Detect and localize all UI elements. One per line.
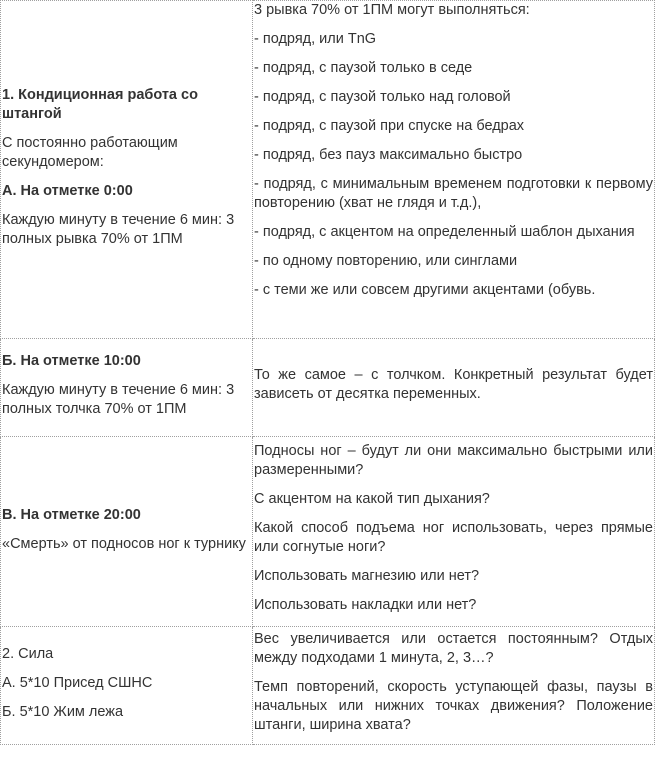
text-line: А. 5*10 Присед СШНС bbox=[2, 675, 153, 691]
subsection-heading: А. На отметке 0:00 bbox=[2, 183, 133, 199]
list-item: - подряд, с паузой только над головой bbox=[254, 89, 511, 105]
left-cell bbox=[1, 627, 253, 745]
list-item: - подряд, с паузой только в седе bbox=[254, 60, 473, 76]
list-item: - подряд, с паузой при спуске на бедрах bbox=[254, 118, 525, 134]
list-item: - по одному повторению, или синглами bbox=[254, 253, 518, 269]
section-heading: 1. Кондиционная работа со штангой bbox=[2, 87, 198, 122]
text-line: Использовать накладки или нет? bbox=[254, 597, 477, 613]
subsection-heading: В. На отметке 20:00 bbox=[2, 506, 141, 523]
table-row bbox=[1, 437, 655, 627]
list-item: - с теми же или совсем другими акцентами (обувь. bbox=[254, 282, 596, 298]
table-row bbox=[1, 339, 655, 437]
text-line: Какой способ подъема ног использовать, через прямые или согнутые ноги? bbox=[254, 520, 653, 555]
section-heading: 2. Сила bbox=[2, 646, 54, 662]
right-cell bbox=[253, 437, 655, 627]
list-item: - подряд, с акцентом на определенный шаблон дыхания bbox=[254, 224, 635, 240]
table-row bbox=[1, 1, 655, 339]
text-line: Каждую минуту в течение 6 мин: 3 полных рывка 70% от 1ПМ bbox=[2, 212, 235, 247]
subsection-heading: Б. На отметке 10:00 bbox=[2, 353, 141, 369]
text-line: Темп повторений, скорость уступающей фазы, паузы в начальных или нижних точках движения? Положение штанги, ширина хвата? bbox=[254, 679, 653, 733]
text-line: Использовать магнезию или нет? bbox=[254, 568, 480, 584]
text-line: С постоянно работающим секундомером: bbox=[2, 135, 178, 170]
left-cell bbox=[1, 437, 253, 627]
text-line: Подносы ног – будут ли они максимально быстрыми или размеренными? bbox=[254, 443, 653, 478]
right-cell bbox=[253, 339, 655, 437]
left-cell bbox=[1, 1, 253, 339]
text-line: Каждую минуту в течение 6 мин: 3 полных толчка 70% от 1ПМ bbox=[2, 382, 235, 417]
text-line: 3 рывка 70% от 1ПМ могут выполняться: bbox=[254, 2, 530, 18]
text-line: Б. 5*10 Жим лежа bbox=[2, 704, 124, 720]
table-row bbox=[1, 627, 655, 745]
right-cell bbox=[253, 627, 655, 745]
text-line: То же самое – с толчком. Конкретный результат будет зависеть от десятка переменных. bbox=[254, 366, 653, 402]
list-item: - подряд, или TnG bbox=[254, 31, 377, 47]
text-line: «Смерть» от подносов ног к турнику bbox=[2, 535, 246, 552]
right-cell bbox=[253, 1, 655, 339]
list-item: - подряд, без пауз максимально быстро bbox=[254, 147, 523, 163]
text-line: Вес увеличивается или остается постоянным? Отдых между подходами 1 минута, 2, 3…? bbox=[254, 631, 653, 666]
list-item: - подряд, с минимальным временем подготовки к первому повторению (хват не глядя и т.д.), bbox=[254, 176, 653, 211]
left-cell bbox=[1, 339, 253, 437]
text-line: С акцентом на какой тип дыхания? bbox=[254, 491, 490, 507]
